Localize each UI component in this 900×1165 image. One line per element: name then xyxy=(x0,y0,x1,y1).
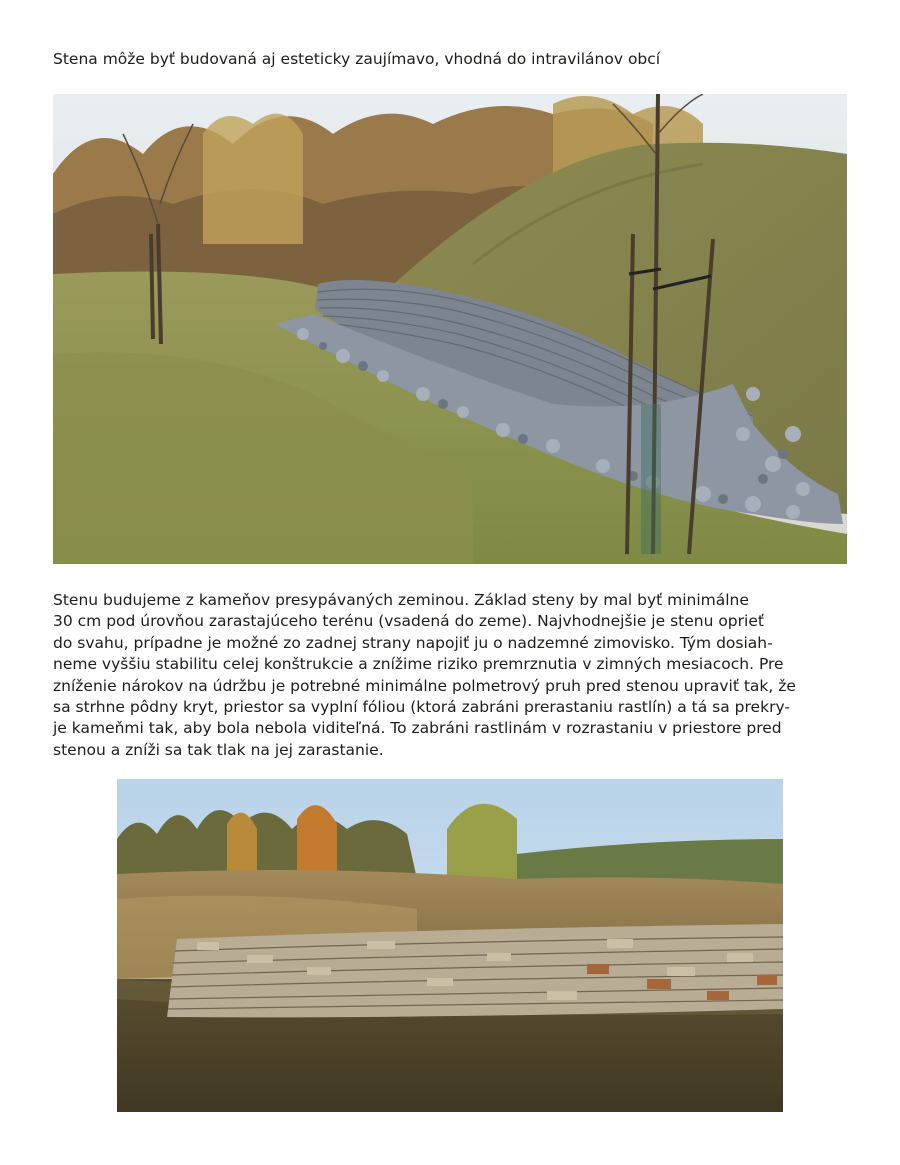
paragraph-line: stenou a zníži sa tak tlak na jej zarastanie. xyxy=(53,740,384,759)
paragraph-line: je kameňmi tak, aby bola nebola viditeľná. To zabráni rastlinám v rozrastaniu v priestore pred xyxy=(53,719,782,738)
paragraph-line: Stenu budujeme z kameňov presypávaných zeminou. Základ steny by mal byť minimálne xyxy=(53,591,749,609)
paragraph-line: do svahu, prípadne je možné zo zadnej strany napojiť ju o nadzemné zimovisko. Tým dosiah- xyxy=(53,633,773,652)
photo-curved-stone-wall xyxy=(53,94,847,564)
paragraph-line: 30 cm pod úrovňou zarastajúceho terénu (vsadená do zeme). Najvhodnejšie je stenu oprieť xyxy=(53,612,764,631)
caption-text: Stena môže byť budovaná aj esteticky zaujímavo, vhodná do intravilánov obcí xyxy=(53,50,661,68)
body-paragraph xyxy=(53,590,853,761)
paragraph-line: zníženie nárokov na údržbu je potrebné minimálne polmetrový pruh pred stenou upraviť tak, že xyxy=(53,676,796,695)
paragraph-line: sa strhne pôdny kryt, priestor sa vyplní fóliou (ktorá zabráni prerastaniu rastlín) a tá sa prekry- xyxy=(53,698,790,717)
paragraph-line: neme vyššiu stabilitu celej konštrukcie a znížime riziko premrznutia v zimných mesiacoch. Pre xyxy=(53,655,784,674)
photo-straight-stone-wall xyxy=(117,779,783,1112)
